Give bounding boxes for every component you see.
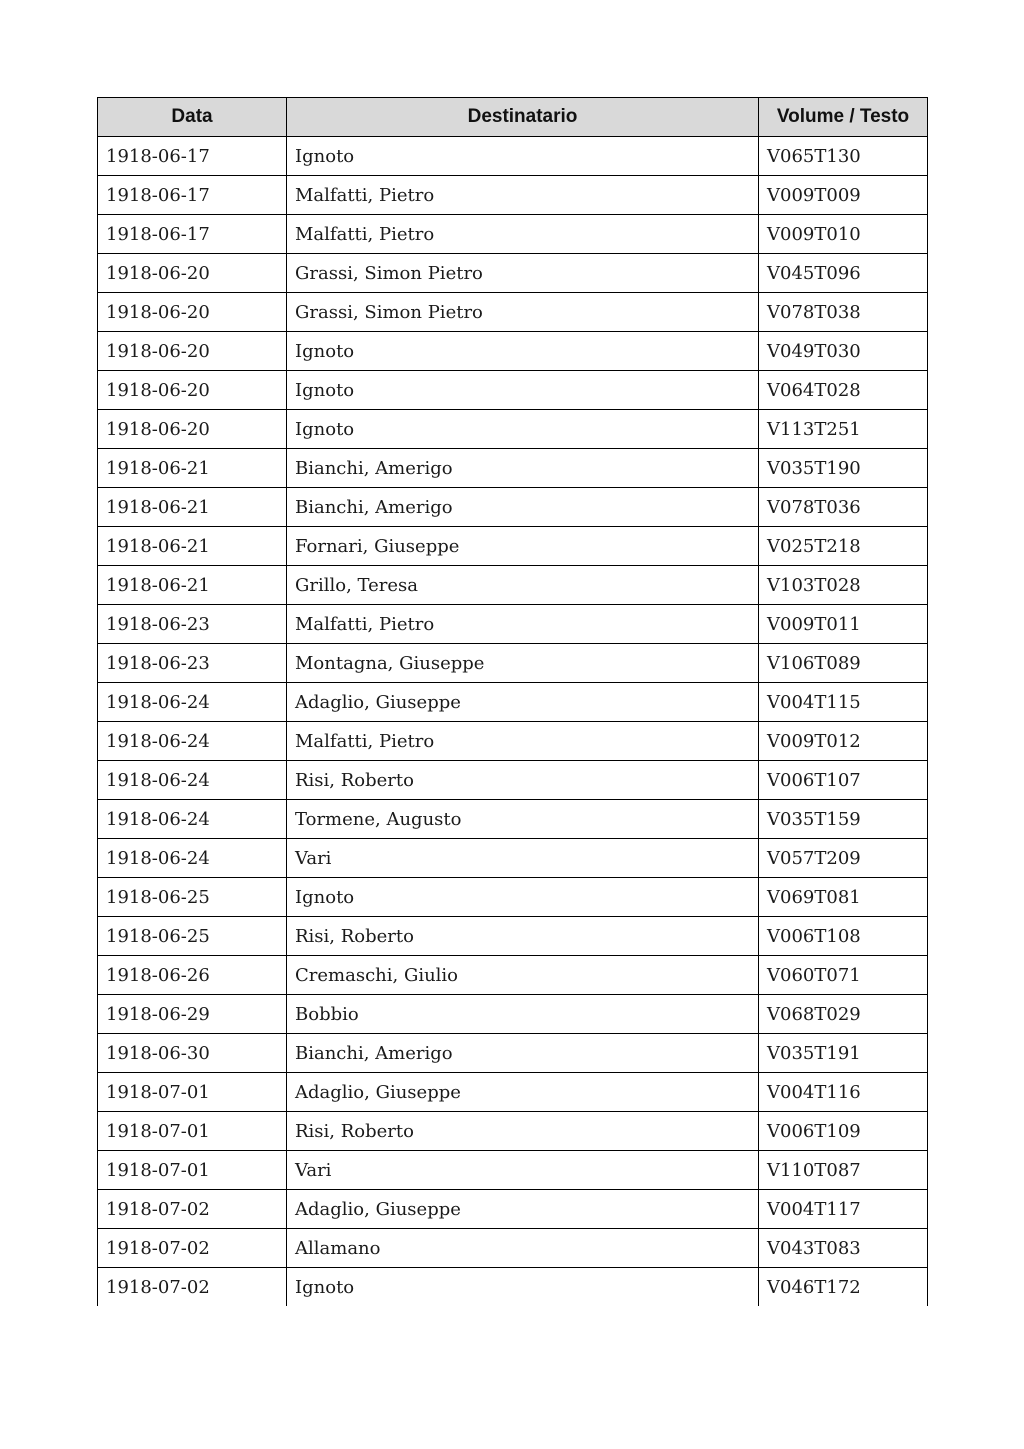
- cell-volume: V009T012: [759, 722, 928, 761]
- cell-recipient: Ignoto: [287, 137, 759, 176]
- table-row: [98, 566, 928, 605]
- table-header: [98, 98, 928, 137]
- cell-date: 1918-06-17: [98, 176, 287, 215]
- table-row: [98, 137, 928, 176]
- cell-date: 1918-06-24: [98, 839, 287, 878]
- cell-recipient: Bianchi, Amerigo: [287, 488, 759, 527]
- cell-recipient: Grassi, Simon Pietro: [287, 254, 759, 293]
- cell-recipient: Adaglio, Giuseppe: [287, 683, 759, 722]
- table-row: [98, 995, 928, 1034]
- cell-date: 1918-06-24: [98, 683, 287, 722]
- cell-recipient: Adaglio, Giuseppe: [287, 1190, 759, 1229]
- table-row: [98, 761, 928, 800]
- cell-date: 1918-07-02: [98, 1190, 287, 1229]
- cell-date: 1918-07-01: [98, 1112, 287, 1151]
- table-row: [98, 293, 928, 332]
- cell-date: 1918-06-20: [98, 410, 287, 449]
- table-row: [98, 956, 928, 995]
- cell-volume: V049T030: [759, 332, 928, 371]
- cell-volume: V035T190: [759, 449, 928, 488]
- cell-date: 1918-06-25: [98, 917, 287, 956]
- cell-recipient: Risi, Roberto: [287, 1112, 759, 1151]
- cell-date: 1918-06-23: [98, 644, 287, 683]
- cell-recipient: Cremaschi, Giulio: [287, 956, 759, 995]
- table-row: [98, 839, 928, 878]
- cell-volume: V006T108: [759, 917, 928, 956]
- cell-date: 1918-06-30: [98, 1034, 287, 1073]
- table-row: [98, 722, 928, 761]
- column-header-recipient: Destinatario: [287, 98, 759, 137]
- cell-date: 1918-06-20: [98, 371, 287, 410]
- cell-volume: V035T191: [759, 1034, 928, 1073]
- cell-recipient: Ignoto: [287, 410, 759, 449]
- cell-date: 1918-06-24: [98, 761, 287, 800]
- cell-date: 1918-06-20: [98, 293, 287, 332]
- cell-recipient: Bobbio: [287, 995, 759, 1034]
- cell-volume: V078T036: [759, 488, 928, 527]
- table-row: [98, 371, 928, 410]
- cell-recipient: Ignoto: [287, 332, 759, 371]
- table-row: [98, 1073, 928, 1112]
- cell-date: 1918-06-20: [98, 254, 287, 293]
- cell-volume: V045T096: [759, 254, 928, 293]
- cell-recipient: Malfatti, Pietro: [287, 215, 759, 254]
- table-row: [98, 254, 928, 293]
- cell-volume: V006T109: [759, 1112, 928, 1151]
- table-row: [98, 488, 928, 527]
- cell-recipient: Ignoto: [287, 1268, 759, 1307]
- cell-recipient: Risi, Roberto: [287, 761, 759, 800]
- column-header-date: Data: [98, 98, 287, 137]
- cell-date: 1918-07-02: [98, 1229, 287, 1268]
- cell-volume: V113T251: [759, 410, 928, 449]
- table-row: [98, 1229, 928, 1268]
- cell-volume: V106T089: [759, 644, 928, 683]
- cell-date: 1918-06-29: [98, 995, 287, 1034]
- table-row: [98, 449, 928, 488]
- cell-recipient: Fornari, Giuseppe: [287, 527, 759, 566]
- cell-date: 1918-06-17: [98, 215, 287, 254]
- cell-date: 1918-06-20: [98, 332, 287, 371]
- letters-table: [97, 97, 928, 1306]
- cell-volume: V006T107: [759, 761, 928, 800]
- cell-date: 1918-07-02: [98, 1268, 287, 1307]
- table-row: [98, 332, 928, 371]
- table-row: [98, 1268, 928, 1307]
- cell-recipient: Montagna, Giuseppe: [287, 644, 759, 683]
- table-row: [98, 1034, 928, 1073]
- column-header-volume: Volume / Testo: [759, 98, 928, 137]
- cell-recipient: Allamano: [287, 1229, 759, 1268]
- cell-recipient: Vari: [287, 1151, 759, 1190]
- table-row: [98, 1190, 928, 1229]
- cell-volume: V009T010: [759, 215, 928, 254]
- header-row: [98, 98, 928, 137]
- cell-volume: V009T011: [759, 605, 928, 644]
- cell-recipient: Grillo, Teresa: [287, 566, 759, 605]
- cell-date: 1918-06-24: [98, 800, 287, 839]
- cell-volume: V065T130: [759, 137, 928, 176]
- table-row: [98, 800, 928, 839]
- table-row: [98, 1112, 928, 1151]
- cell-date: 1918-06-23: [98, 605, 287, 644]
- cell-volume: V103T028: [759, 566, 928, 605]
- cell-volume: V035T159: [759, 800, 928, 839]
- cell-date: 1918-06-21: [98, 449, 287, 488]
- cell-volume: V068T029: [759, 995, 928, 1034]
- cell-volume: V078T038: [759, 293, 928, 332]
- cell-volume: V004T116: [759, 1073, 928, 1112]
- cell-recipient: Bianchi, Amerigo: [287, 1034, 759, 1073]
- cell-recipient: Malfatti, Pietro: [287, 605, 759, 644]
- cell-date: 1918-06-17: [98, 137, 287, 176]
- cell-date: 1918-06-21: [98, 488, 287, 527]
- cell-recipient: Malfatti, Pietro: [287, 176, 759, 215]
- cell-recipient: Risi, Roberto: [287, 917, 759, 956]
- table-row: [98, 917, 928, 956]
- cell-volume: V046T172: [759, 1268, 928, 1307]
- cell-volume: V069T081: [759, 878, 928, 917]
- cell-recipient: Malfatti, Pietro: [287, 722, 759, 761]
- cell-recipient: Ignoto: [287, 371, 759, 410]
- cell-volume: V043T083: [759, 1229, 928, 1268]
- table-row: [98, 410, 928, 449]
- cell-date: 1918-07-01: [98, 1151, 287, 1190]
- table-row: [98, 683, 928, 722]
- cell-volume: V057T209: [759, 839, 928, 878]
- table-row: [98, 644, 928, 683]
- cell-recipient: Vari: [287, 839, 759, 878]
- cell-date: 1918-06-26: [98, 956, 287, 995]
- cell-date: 1918-06-21: [98, 527, 287, 566]
- cell-recipient: Ignoto: [287, 878, 759, 917]
- cell-date: 1918-06-25: [98, 878, 287, 917]
- table-row: [98, 1151, 928, 1190]
- cell-volume: V025T218: [759, 527, 928, 566]
- cell-volume: V004T115: [759, 683, 928, 722]
- table-row: [98, 605, 928, 644]
- cell-recipient: Bianchi, Amerigo: [287, 449, 759, 488]
- cell-volume: V009T009: [759, 176, 928, 215]
- cell-recipient: Adaglio, Giuseppe: [287, 1073, 759, 1112]
- table-row: [98, 527, 928, 566]
- table-row: [98, 176, 928, 215]
- cell-date: 1918-06-21: [98, 566, 287, 605]
- cell-volume: V110T087: [759, 1151, 928, 1190]
- cell-volume: V004T117: [759, 1190, 928, 1229]
- cell-recipient: Tormene, Augusto: [287, 800, 759, 839]
- table-row: [98, 878, 928, 917]
- cell-volume: V060T071: [759, 956, 928, 995]
- cell-recipient: Grassi, Simon Pietro: [287, 293, 759, 332]
- table-body: [98, 137, 928, 1307]
- cell-volume: V064T028: [759, 371, 928, 410]
- cell-date: 1918-07-01: [98, 1073, 287, 1112]
- table-row: [98, 215, 928, 254]
- cell-date: 1918-06-24: [98, 722, 287, 761]
